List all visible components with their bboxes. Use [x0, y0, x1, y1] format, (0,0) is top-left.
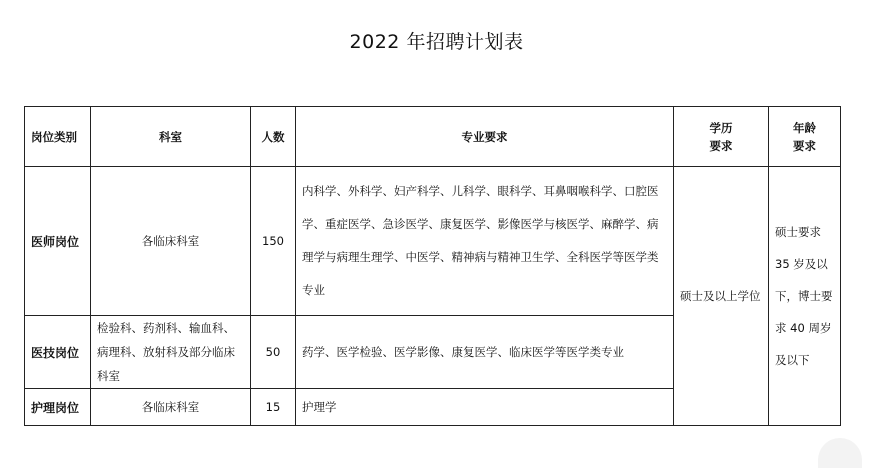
major-cell: 内科学、外科学、妇产科学、儿科学、眼科学、耳鼻咽喉科学、口腔医学、重症医学、急诊医学、康复医学、影像医学与核医学、麻醉学、病理学与病理生理学、中医学、精神病与精神卫生学、全科医学等医学类专业 — [296, 167, 674, 316]
major-cell: 护理学 — [296, 389, 674, 426]
headcount-cell: 150 — [251, 167, 296, 316]
major-cell: 药学、医学检验、医学影像、康复医学、临床医学等医学类专业 — [296, 316, 674, 389]
header-age-line2: 要求 — [793, 138, 816, 153]
header-education-line2: 要求 — [709, 138, 733, 153]
header-department: 科室 — [91, 107, 251, 167]
department-cell: 各临床科室 — [91, 167, 251, 316]
recruitment-plan-table — [24, 106, 841, 426]
age-cell: 硕士要求 35 岁及以下，博士要求 40 周岁及以下 — [769, 167, 841, 426]
department-cell: 各临床科室 — [91, 389, 251, 426]
header-education-line1: 学历 — [709, 120, 733, 135]
department-cell: 检验科、药剂科、输血科、病理科、放射科及部分临床科室 — [91, 316, 251, 389]
header-headcount: 人数 — [251, 107, 296, 167]
table-row — [25, 167, 841, 316]
header-age — [769, 107, 841, 167]
category-cell: 医技岗位 — [25, 316, 91, 389]
header-education — [674, 107, 769, 167]
header-age-line1: 年龄 — [793, 120, 816, 135]
corner-scroll-button[interactable] — [818, 438, 862, 468]
category-cell: 护理岗位 — [25, 389, 91, 426]
header-major: 专业要求 — [296, 107, 674, 167]
category-cell: 医师岗位 — [25, 167, 91, 316]
header-category: 岗位类别 — [25, 107, 91, 167]
table-header-row — [25, 107, 841, 167]
headcount-cell: 15 — [251, 389, 296, 426]
education-cell: 硕士及以上学位 — [674, 167, 769, 426]
page-title: 2022 年招聘计划表 — [349, 31, 524, 53]
headcount-cell: 50 — [251, 316, 296, 389]
